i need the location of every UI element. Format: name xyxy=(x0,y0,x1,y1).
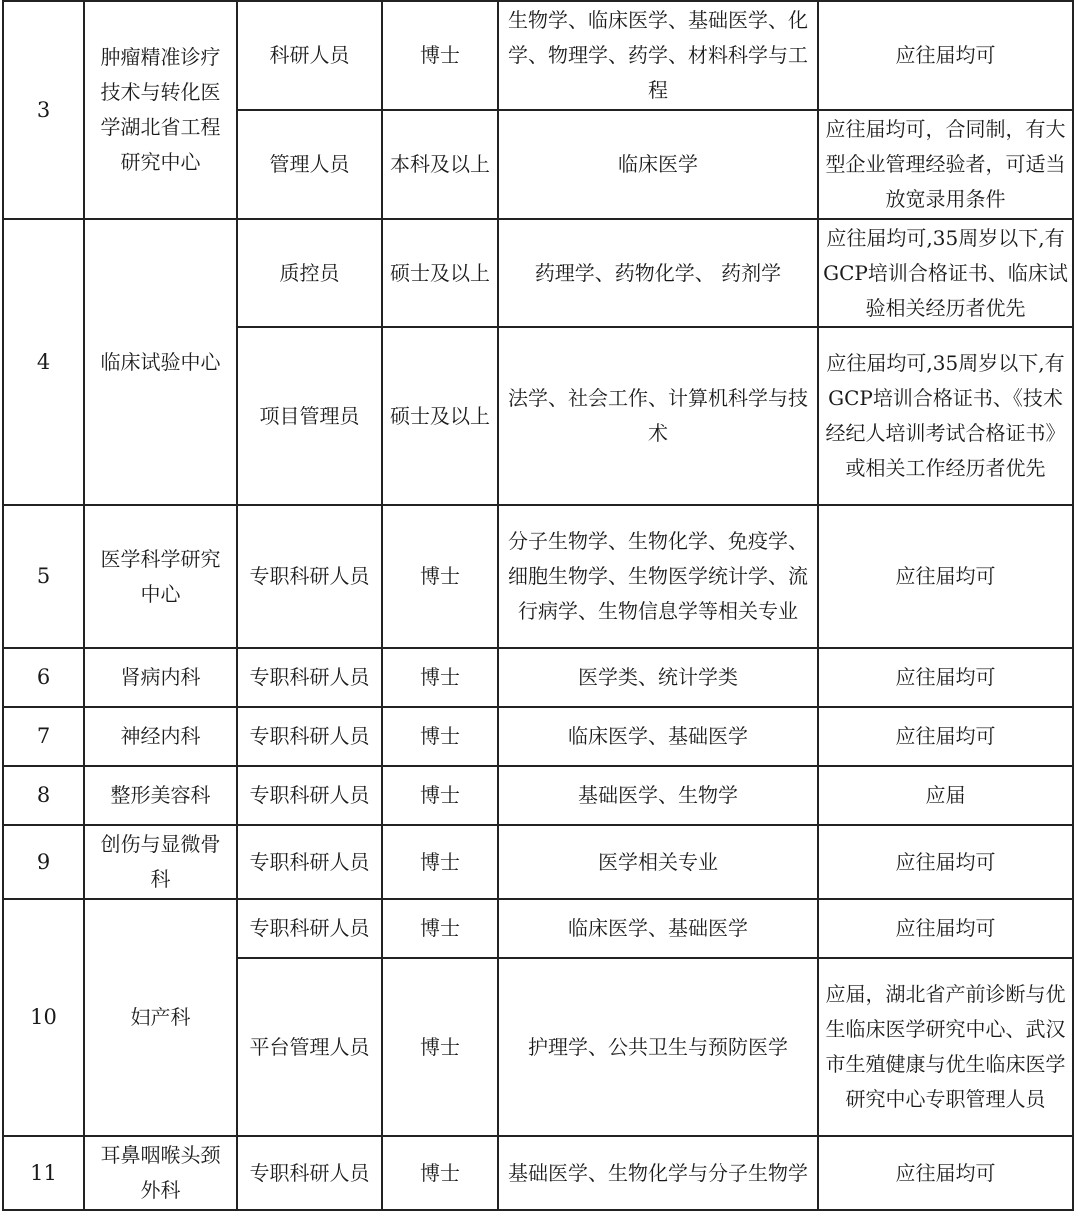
major-cell: 临床医学、基础医学 xyxy=(498,899,818,958)
department-cell: 妇产科 xyxy=(84,899,237,1136)
major-cell: 医学相关专业 xyxy=(498,825,818,899)
degree-cell: 博士 xyxy=(382,899,498,958)
table-row xyxy=(3,505,1073,648)
post-cell: 专职科研人员 xyxy=(237,825,382,899)
major-cell: 法学、社会工作、计算机科学与技术 xyxy=(498,327,818,505)
major-cell: 分子生物学、生物化学、免疫学、细胞生物学、生物医学统计学、流行病学、生物信息学等相关专业 xyxy=(498,505,818,648)
note-cell: 应往届均可 xyxy=(818,825,1073,899)
note-cell: 应往届均可 xyxy=(818,899,1073,958)
major-cell: 药理学、药物化学、 药剂学 xyxy=(498,219,818,327)
note-cell: 应往届均可 xyxy=(818,1136,1073,1210)
table-row xyxy=(3,219,1073,327)
department-cell: 创伤与显微骨科 xyxy=(84,825,237,899)
degree-cell: 硕士及以上 xyxy=(382,219,498,327)
post-cell: 专职科研人员 xyxy=(237,899,382,958)
degree-cell: 博士 xyxy=(382,707,498,766)
post-cell: 专职科研人员 xyxy=(237,766,382,825)
note-cell: 应往届均可，合同制，有大型企业管理经验者，可适当放宽录用条件 xyxy=(818,110,1073,219)
department-cell: 肿瘤精准诊疗技术与转化医学湖北省工程研究中心 xyxy=(84,1,237,219)
note-cell: 应往届均可,35周岁以下,有GCP培训合格证书、临床试验相关经历者优先 xyxy=(818,219,1073,327)
recruitment-table xyxy=(2,0,1074,1211)
major-cell: 基础医学、生物化学与分子生物学 xyxy=(498,1136,818,1210)
row-number: 10 xyxy=(3,899,84,1136)
major-cell: 护理学、公共卫生与预防医学 xyxy=(498,958,818,1136)
table-row xyxy=(3,825,1073,899)
row-number: 3 xyxy=(3,1,84,219)
post-cell: 平台管理人员 xyxy=(237,958,382,1136)
table-row xyxy=(3,1,1073,110)
degree-cell: 本科及以上 xyxy=(382,110,498,219)
row-number: 6 xyxy=(3,648,84,707)
note-cell: 应往届均可,35周岁以下,有GCP培训合格证书、《技术经纪人培训考试合格证书》或相关工作经历者优先 xyxy=(818,327,1073,505)
major-cell: 临床医学 xyxy=(498,110,818,219)
table-row xyxy=(3,648,1073,707)
degree-cell: 博士 xyxy=(382,766,498,825)
note-cell: 应届，湖北省产前诊断与优生临床医学研究中心、武汉市生殖健康与优生临床医学研究中心专职管理人员 xyxy=(818,958,1073,1136)
row-number: 4 xyxy=(3,219,84,505)
recruitment-table-container xyxy=(2,0,1074,1211)
post-cell: 质控员 xyxy=(237,219,382,327)
major-cell: 医学类、统计学类 xyxy=(498,648,818,707)
major-cell: 临床医学、基础医学 xyxy=(498,707,818,766)
department-cell: 神经内科 xyxy=(84,707,237,766)
post-cell: 专职科研人员 xyxy=(237,505,382,648)
row-number: 5 xyxy=(3,505,84,648)
post-cell: 科研人员 xyxy=(237,1,382,110)
table-row xyxy=(3,1136,1073,1210)
department-cell: 整形美容科 xyxy=(84,766,237,825)
degree-cell: 硕士及以上 xyxy=(382,327,498,505)
department-cell: 肾病内科 xyxy=(84,648,237,707)
degree-cell: 博士 xyxy=(382,505,498,648)
degree-cell: 博士 xyxy=(382,825,498,899)
degree-cell: 博士 xyxy=(382,958,498,1136)
row-number: 8 xyxy=(3,766,84,825)
department-cell: 耳鼻咽喉头颈外科 xyxy=(84,1136,237,1210)
note-cell: 应届 xyxy=(818,766,1073,825)
row-number: 11 xyxy=(3,1136,84,1210)
note-cell: 应往届均可 xyxy=(818,707,1073,766)
degree-cell: 博士 xyxy=(382,1136,498,1210)
post-cell: 专职科研人员 xyxy=(237,707,382,766)
post-cell: 专职科研人员 xyxy=(237,648,382,707)
post-cell: 专职科研人员 xyxy=(237,1136,382,1210)
post-cell: 管理人员 xyxy=(237,110,382,219)
note-cell: 应往届均可 xyxy=(818,505,1073,648)
department-cell: 临床试验中心 xyxy=(84,219,237,505)
note-cell: 应往届均可 xyxy=(818,1,1073,110)
degree-cell: 博士 xyxy=(382,1,498,110)
row-number: 7 xyxy=(3,707,84,766)
post-cell: 项目管理员 xyxy=(237,327,382,505)
major-cell: 生物学、临床医学、基础医学、化学、物理学、药学、材料科学与工程 xyxy=(498,1,818,110)
table-row xyxy=(3,899,1073,958)
note-cell: 应往届均可 xyxy=(818,648,1073,707)
row-number: 9 xyxy=(3,825,84,899)
department-cell: 医学科学研究中心 xyxy=(84,505,237,648)
table-row xyxy=(3,766,1073,825)
table-row xyxy=(3,707,1073,766)
degree-cell: 博士 xyxy=(382,648,498,707)
major-cell: 基础医学、生物学 xyxy=(498,766,818,825)
